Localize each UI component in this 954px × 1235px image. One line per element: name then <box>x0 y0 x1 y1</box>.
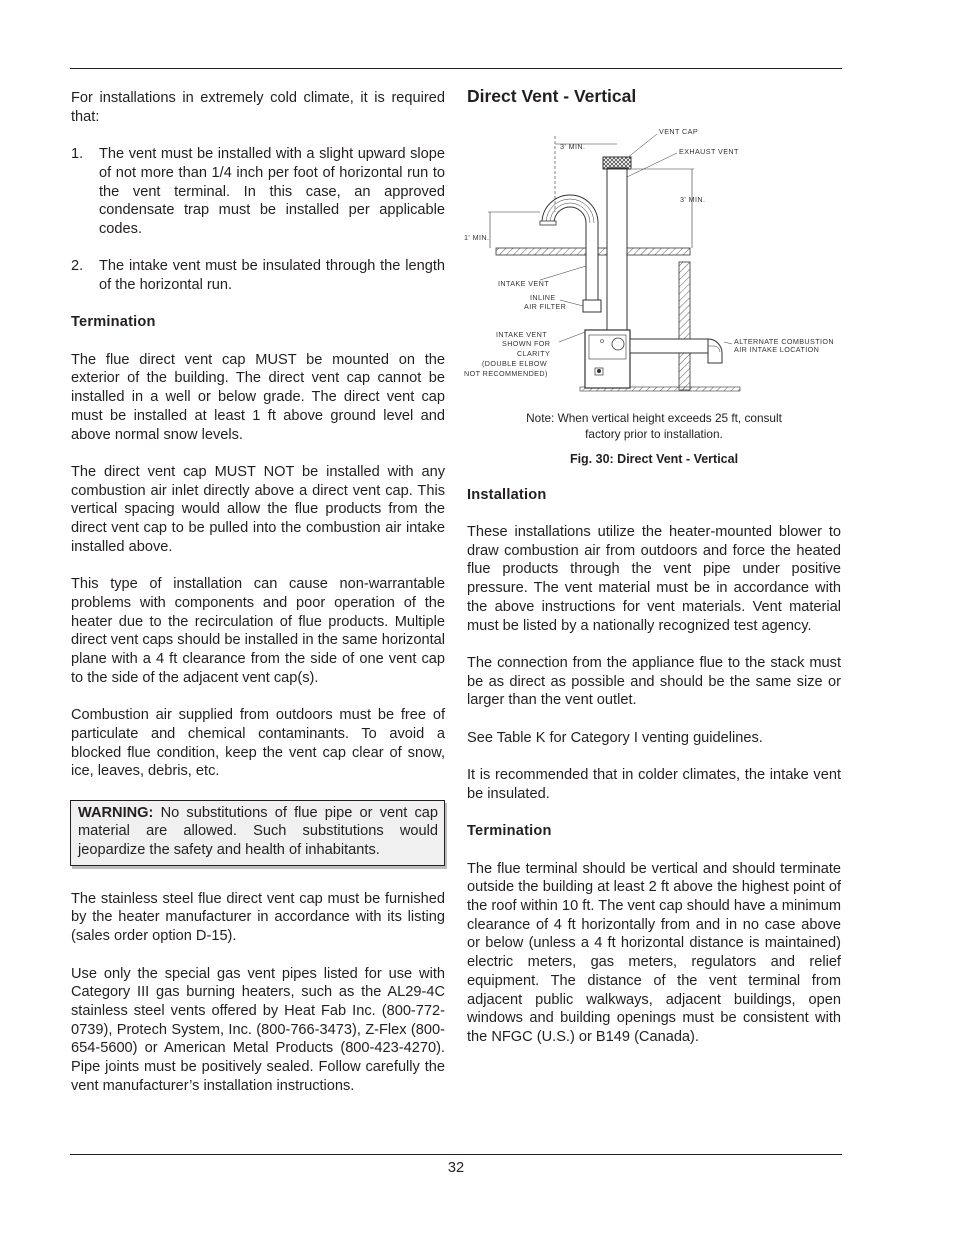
warning-label: WARNING: <box>78 804 154 821</box>
label-intake-shown: CLARITY <box>517 349 551 358</box>
intro-paragraph: For installations in extremely cold climate, it is required that: <box>71 90 445 125</box>
installation-heading: Installation <box>467 487 547 503</box>
inline-filter <box>583 300 601 312</box>
paragraph: Use only the special gas vent pipes listed for use with Category III gas burning heaters, such as the AL29-4C stainless steel vents offered by Heat Fab Inc. (800-772-0739), Protech System, Inc. (800-766-3473), Z-Flex (800-654-5600) or American Metal Products (800-423-4270). Pipe joints must be positively sealed. Follow carefully the vent manufacturer’s installation instructions. <box>71 965 445 1094</box>
paragraph: The connection from the appliance flue to the stack must be as direct as possible and should be the same size or larger than the vent outlet. <box>467 654 841 709</box>
label-intake-shown: SHOWN FOR <box>502 339 551 348</box>
paragraph: The flue terminal should be vertical and should terminate outside the building at least 2 ft above the highest point of the roof within 10 ft. The vent cap should have a minimum clearance of 4 ft horizontally from and in no case above or below (unless a 4 ft horizontal distance is maintained) electric meters, gas meters, regulators and relief equipment. The distance of the vent terminal from adjacent public walkways, adjacent buildings, open windows and building openings must be consistent with the NFGC (U.S.) or B149 (Canada). <box>467 860 841 1045</box>
label-alternate-intake: ALTERNATE COMBUSTION <box>734 337 834 346</box>
label-air-filter: AIR FILTER <box>524 302 567 311</box>
label-inline: INLINE <box>530 293 556 302</box>
list-item: 2. The intake vent must be insulated through the length of the horizontal run. <box>71 258 445 293</box>
left-column <box>71 89 445 1095</box>
label-exhaust-vent: EXHAUST VENT <box>679 147 739 156</box>
paragraph: The flue direct vent cap MUST be mounted on the exterior of the building. The direct vent cap cannot be installed in a well or below grade. The direct vent cap must be installed at least 1 ft above ground level and above normal snow levels. <box>71 351 445 443</box>
label-3-min-side: 3' MIN. <box>680 195 706 204</box>
direct-vent-diagram <box>462 122 846 392</box>
paragraph: See Table K for Category I venting guidelines. <box>467 729 763 746</box>
label-intake-shown: (DOUBLE ELBOW <box>482 359 548 368</box>
paragraph: It is recommended that in colder climates, the intake vent be insulated. <box>467 767 841 802</box>
paragraph: These installations utilize the heater-mounted blower to draw combustion air from outdoors and force the heated flue products through the vent pipe under positive pressure. The vent material must be in accordance with the above instructions for vent materials. Vent material must be listed by a nationally recognized test agency. <box>467 524 841 634</box>
bottom-rule <box>70 1154 842 1155</box>
side-wall <box>679 262 690 390</box>
label-intake-shown: INTAKE VENT <box>496 330 547 339</box>
termination-heading: Termination <box>467 823 552 840</box>
label-alternate-intake: AIR INTAKE LOCATION <box>734 345 820 354</box>
vent-cap <box>603 157 631 169</box>
label-1-min: 1' MIN. <box>464 233 490 242</box>
figure-note: Note: When vertical height exceeds 25 ft, consult factory prior to installation. <box>526 411 782 441</box>
paragraph: The stainless steel flue direct vent cap must be furnished by the heater manufacturer in accordance with its listing (sales order option D-15). <box>71 890 445 945</box>
paragraph: This type of installation can cause non-warrantable problems with components and poor operation of the heater due to the recirculation of flue products. Multiple direct vent caps should be installed in the same horizontal plane with a 4 ft clearance from the side of one vent cap to the side of the adjacent vent cap(s). <box>71 576 445 686</box>
label-intake-vent: INTAKE VENT <box>498 279 549 288</box>
page-number: 32 <box>447 1160 465 1176</box>
right-column <box>467 523 841 1047</box>
section-title: Direct Vent - Vertical <box>467 86 637 106</box>
paragraph: The direct vent cap MUST NOT be installed with any combustion air inlet directly above a direct vent cap. This vertical spacing would allow the flue products from the direct vent cap to be pulled into the combustion air intake installed above. <box>71 463 445 555</box>
list-item: 1. The vent must be installed with a slight upward slope of not more than 1/4 inch per foot of horizontal run to the vent terminal. In this case, an approved condensate trap must be installed per applicable codes. <box>71 146 445 237</box>
figure-caption: Fig. 30: Direct Vent - Vertical <box>569 452 739 466</box>
exhaust-pipe <box>607 168 627 330</box>
label-3-min-top: 3' MIN. <box>560 142 586 151</box>
warning-text: No substitutions of flue pipe or vent cap material are allowed. Such substitutions would jeopardize the safety and health of inhabitants. <box>78 804 438 858</box>
paragraph: Combustion air supplied from outdoors must be free of particulate and chemical contaminants. To avoid a blocked flue condition, keep the vent cap clear of snow, ice, leaves, debris, etc. <box>71 707 445 780</box>
top-rule <box>70 68 842 69</box>
termination-heading: Termination <box>71 314 156 331</box>
label-vent-cap: VENT CAP <box>659 127 699 136</box>
alternate-intake-pipe <box>630 339 708 353</box>
label-intake-shown: NOT RECOMMENDED) <box>464 369 548 378</box>
warning-box <box>70 800 445 866</box>
